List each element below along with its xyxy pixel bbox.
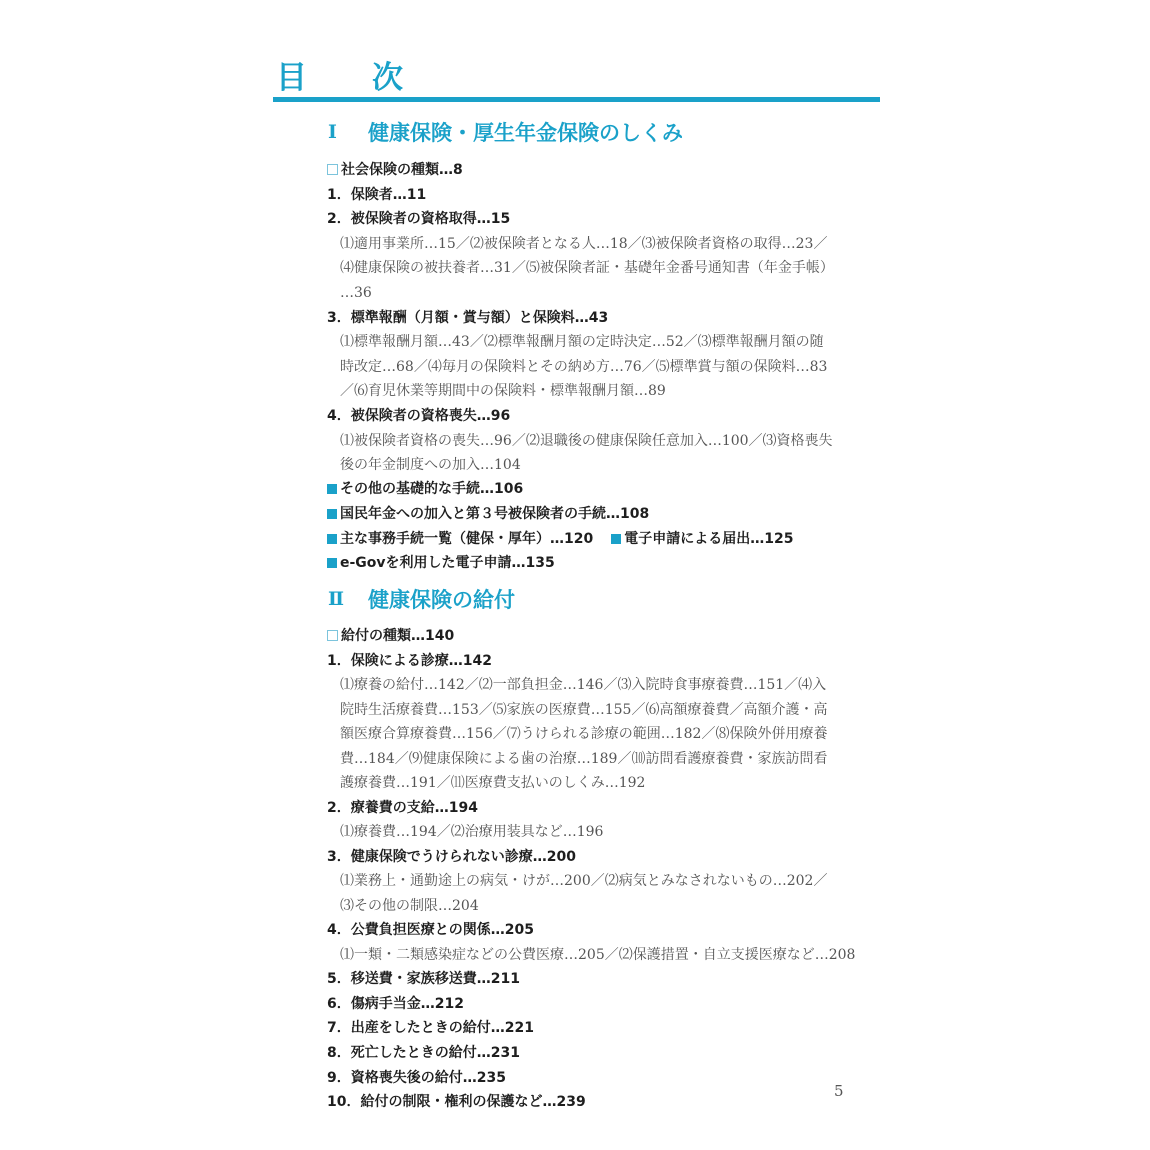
toc-entry: 3．標準報酬（月額・賞与額）と保険料…43 (327, 310, 609, 326)
toc-subentry: ⑴被保険者資格の喪失…96／⑵退職後の健康保険任意加入…100／⑶資格喪失 (340, 433, 833, 449)
toc-entry: 2．療養費の支給…194 (327, 800, 478, 816)
page-title (276, 52, 403, 96)
title-rule (273, 97, 880, 102)
page-number: 5 (834, 1082, 844, 1100)
page-title-char-1: 目 (276, 59, 307, 96)
toc-entry: 社会保険の種類…8 (327, 158, 463, 182)
toc-entry: 7．出産をしたときの給付…221 (327, 1020, 534, 1036)
toc-subentry: 費…184／⑼健康保険による歯の治療…189／⑽訪問看護療養費・家族訪問看 (340, 751, 828, 767)
toc-entry: 9．資格喪失後の給付…235 (327, 1070, 506, 1086)
outline-square-icon (327, 164, 338, 175)
toc-entry: e-Govを利用した電子申請…135 (327, 551, 555, 575)
toc-entry: 1．保険による診療…142 (327, 653, 492, 669)
toc-subentry: …36 (340, 285, 372, 301)
toc-subentry: 後の年金制度への加入…104 (340, 457, 521, 473)
toc-entry: 6．傷病手当金…212 (327, 996, 464, 1012)
chapter-2-number: Ⅱ (328, 588, 345, 610)
toc-subentry: ⑶その他の制限…204 (340, 898, 479, 914)
toc-subentry: 院時生活療養費…153／⑸家族の医療費…155／⑹高額療養費／高額介護・高 (340, 702, 828, 718)
toc-entry: 8．死亡したときの給付…231 (327, 1045, 520, 1061)
toc-subentry: ⑴一類・二類感染症などの公費医療…205／⑵保護措置・自立支援医療など…208 (340, 947, 856, 963)
toc-subentry: ⑴業務上・通勤途上の病気・けが…200／⑵病気とみなされないもの…202／ (340, 873, 828, 889)
toc-subentry: ⑷健康保険の被扶養者…31／⑸被保険者証・基礎年金番号通知書（年金手帳） (340, 260, 834, 276)
toc-entry: その他の基礎的な手続…106 (327, 477, 523, 501)
toc-entry: 4．被保険者の資格喪失…96 (327, 408, 511, 424)
toc-entry: 3．健康保険でうけられない診療…200 (327, 849, 576, 865)
square-bullet-icon (327, 484, 337, 494)
toc-entry: 主な事務手続一覧（健保・厚年）…120 電子申請による届出…125 (327, 527, 793, 551)
toc-subentry: 護療養費…191／⑾医療費支払いのしくみ…192 (340, 775, 646, 791)
toc-subentry: ⑴療養費…194／⑵治療用装具など…196 (340, 824, 604, 840)
toc-entry: 1．保険者…11 (327, 187, 427, 203)
toc-subentry: ⑴適用事業所…15／⑵被保険者となる人…18／⑶被保険者資格の取得…23／ (340, 236, 828, 252)
toc-subentry: ⑴標準報酬月額…43／⑵標準報酬月額の定時決定…52／⑶標準報酬月額の随 (340, 334, 824, 350)
toc-subentry: ⑴療養の給付…142／⑵一部負担金…146／⑶入院時食事療養費…151／⑷入 (340, 677, 827, 693)
square-bullet-icon (327, 509, 337, 519)
square-bullet-icon (327, 534, 337, 544)
toc-subentry: ／⑹育児休業等期間中の保険料・標準報酬月額…89 (340, 383, 666, 399)
toc-subentry: 時改定…68／⑷毎月の保険料とその納め方…76／⑸標準賞与額の保険料…83 (340, 359, 828, 375)
square-bullet-icon (611, 534, 621, 544)
outline-square-icon (327, 630, 338, 641)
toc-entry: 4．公費負担医療との関係…205 (327, 922, 534, 938)
toc-subentry: 額医療合算療養費…156／⑺うけられる診療の範囲…182／⑻保険外併用療養 (340, 726, 828, 742)
chapter-1-number: Ⅰ (328, 121, 337, 143)
chapter-2-title: 健康保険の給付 (368, 587, 515, 612)
toc-entry: 給付の種類…140 (327, 624, 454, 648)
square-bullet-icon (327, 558, 337, 568)
toc-entry: 国民年金への加入と第３号被保険者の手続…108 (327, 502, 649, 526)
toc-entry: 5．移送費・家族移送費…211 (327, 971, 520, 987)
chapter-1-heading (328, 114, 683, 150)
toc-entry: 2．被保険者の資格取得…15 (327, 211, 511, 227)
page-title-char-2: 次 (372, 59, 403, 96)
chapter-2-heading (328, 581, 515, 617)
chapter-1-title: 健康保険・厚生年金保険のしくみ (368, 120, 683, 145)
toc-entry: 10．給付の制限・権利の保護など…239 (327, 1094, 586, 1110)
